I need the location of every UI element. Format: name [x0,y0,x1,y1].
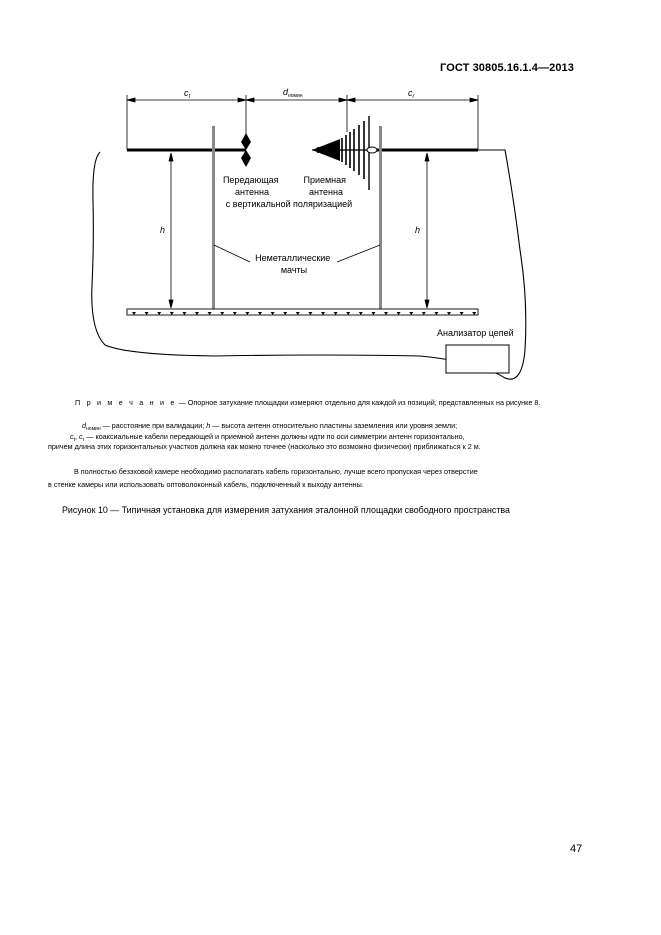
figure-caption: Рисунок 10 — Типичная установка для измерения затухания эталонной площадки свободного пространства [62,505,510,515]
ground-plane [127,309,478,315]
rx-antenna-label: Приемная антенна [303,175,347,197]
dimension-line [127,95,478,150]
paragraph: В полностью безэховой камере необходимо располагать кабель горизонтально, лучше всего пропуская через отверстие в стенке камеры или использовать оптоволоконный кабель, подключенный к выходу антенны. [48,467,478,489]
legend [48,421,598,453]
dim-c-t-label: $c_t$ [184,88,191,100]
polarization-label: с вертикальной поляризацией [225,199,353,209]
legend-line-3: причем длина этих горизонтальных участков должна как можно точнее (насколько это возможно физически) приближаться к 2 м. [48,442,481,451]
rx-connector [367,147,377,153]
mast-right [379,126,382,310]
mast-left [212,126,215,310]
note: П р и м е ч а н и е — Опорное затухание площадки измеряют отдельно для каждой из позиций, представленных на рисунке 8. [75,398,541,407]
height-right [425,153,429,308]
analyzer-label: Анализатор цепей [437,328,514,338]
h-right-label: h [415,225,421,235]
mast-leader-lines [214,245,250,262]
standard-code: ГОСТ 30805.16.1.4—2013 [440,62,574,74]
dim-c-r-label: $c_r$ [408,88,415,100]
dim-d-label: $d_{номин}$ [283,87,303,99]
legend-line-1: $d_{номин}$ — расстояние при валидации; h — высота антенн относительно пластины заземления или уровня земли; [82,421,458,432]
mast-label: Неметаллические мачты [255,253,331,275]
tx-antenna-label: Передающая антенна [222,175,279,197]
h-left-label: h [160,225,166,235]
page-number: 47 [570,843,583,855]
legend-line-2: $c_t$, $c_r$ — коаксиальные кабели передающей и приемной антенн должны идти по оси симметрии антенн горизонтально, [70,431,465,443]
height-left [169,153,173,308]
network-analyzer-box [446,345,509,373]
